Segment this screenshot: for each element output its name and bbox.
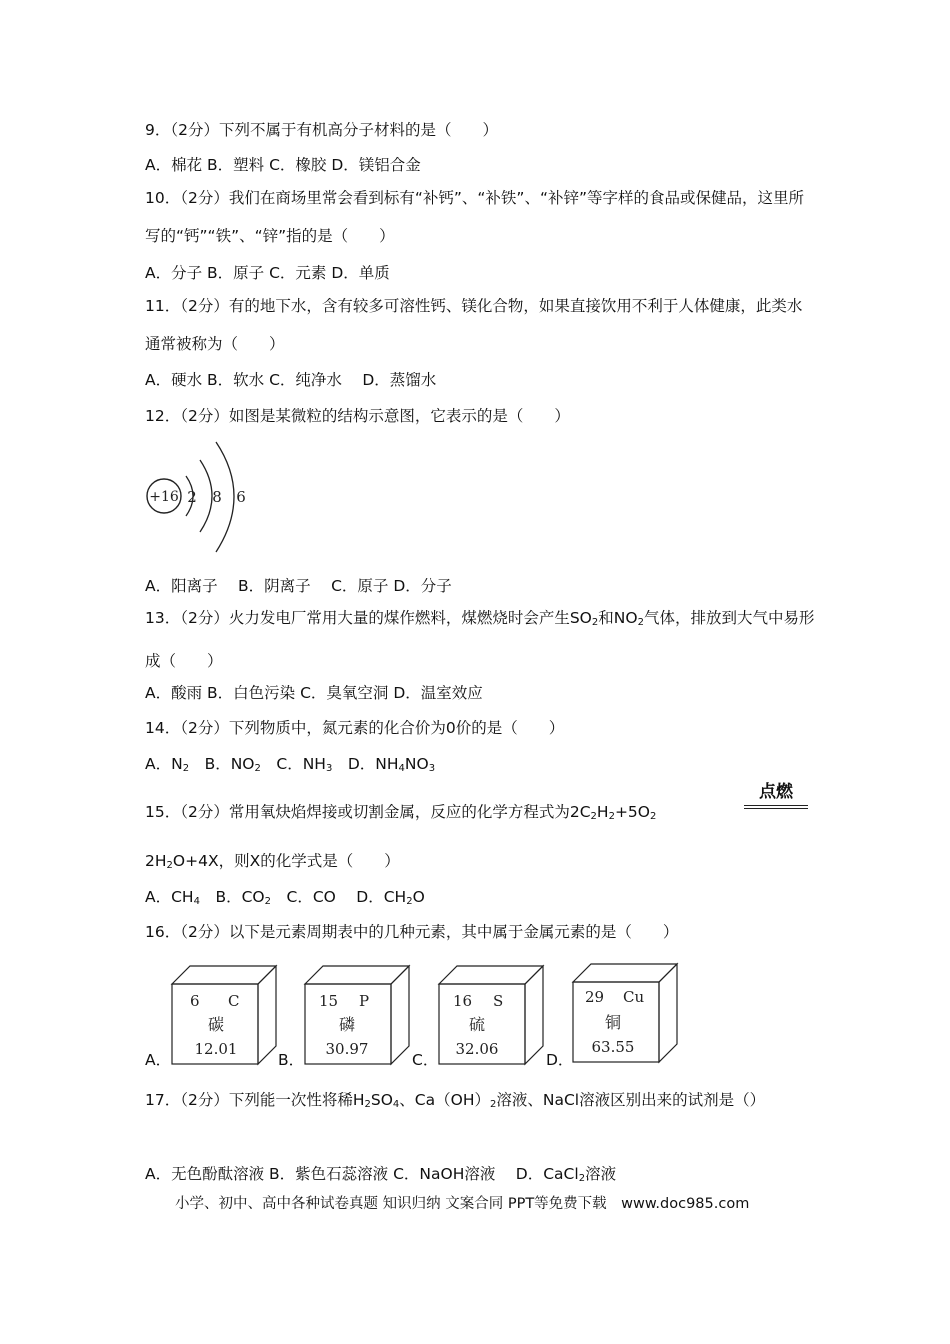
question-9-stem: 9．（2分）下列不属于有机高分子材料的是（ ） xyxy=(145,121,498,139)
question-10-options: A．分子 B．原子 C．元素 D．单质 xyxy=(145,264,390,282)
question-13-stem: 13．（2分）火力发电厂常用大量的煤作燃料，煤燃烧时会产生$SO_2$和$NO_2$气体，排放到大气中易形成（ ） xyxy=(145,609,815,670)
shell-1-electrons: 2 xyxy=(187,488,197,506)
svg-text:S: S xyxy=(493,992,504,1010)
question-11-stem: 11．（2分）有的地下水，含有较多可溶性钙、镁化合物，如果直接饮用不利于人体健康，此类水通常被称为（ ） xyxy=(145,297,803,353)
svg-text:6: 6 xyxy=(190,992,200,1010)
question-14-options: A．$N_2$ B．$NO_2$ C．$NH_3$ D．$NH_4NO_3$ xyxy=(145,755,436,774)
element-card-copper xyxy=(569,960,681,1066)
svg-text:碳: 碳 xyxy=(207,1015,225,1034)
option-d-label: D． xyxy=(546,1051,574,1069)
atom-structure-diagram xyxy=(140,438,260,558)
question-12-stem: 12．（2分）如图是某微粒的结构示意图，它表示的是（ ） xyxy=(145,407,570,425)
option-a-label: A． xyxy=(145,1051,172,1069)
shell-3-electrons: 6 xyxy=(236,488,246,506)
svg-text:30.97: 30.97 xyxy=(325,1040,369,1058)
reaction-condition: 点燃 xyxy=(744,782,808,809)
svg-text:P: P xyxy=(359,992,370,1010)
question-15-options: A．$CH_4$ B．$CO_2$ C．CO D．$CH_2O$ xyxy=(145,888,425,907)
question-17-stem: 17．（2分）下列能一次性将稀$H_2SO_4$、$Ca(OH)_2$溶液、NaCl溶液区别出来的试剂是（） xyxy=(145,1091,766,1110)
option-b-label: B． xyxy=(278,1051,305,1069)
element-card-carbon xyxy=(168,962,280,1068)
question-13-options: A．酸雨 B．白色污染 C．臭氧空洞 D．温室效应 xyxy=(145,684,483,702)
svg-text:硫: 硫 xyxy=(468,1015,486,1034)
element-card-phosphorus xyxy=(301,962,413,1068)
question-14-stem: 14．（2分）下列物质中，氮元素的化合价为0价的是（ ） xyxy=(145,719,565,737)
shell-2-electrons: 8 xyxy=(212,488,222,506)
question-16-stem: 16．（2分）以下是元素周期表中的几种元素，其中属于金属元素的是（ ） xyxy=(145,923,679,941)
svg-text:磷: 磷 xyxy=(338,1015,356,1034)
question-11-options: A．硬水 B．软水 C．纯净水 D．蒸馏水 xyxy=(145,371,437,389)
svg-text:29: 29 xyxy=(585,988,605,1006)
svg-text:32.06: 32.06 xyxy=(455,1040,499,1058)
question-9-options: A．棉花 B．塑料 C．橡胶 D．镁铝合金 xyxy=(145,156,421,174)
question-15-stem: 15．（2分）常用氧炔焰焊接或切割金属，反应的化学方程式为$2C_2H_2+5O_2$ xyxy=(145,803,657,822)
svg-text:63.55: 63.55 xyxy=(591,1038,635,1056)
question-10-stem: 10．（2分）我们在商场里常会看到标有“补钙”、“补铁”、“补锌”等字样的食品或保健品，这里所写的“钙”“铁”、“锌”指的是（ ） xyxy=(145,189,805,245)
svg-text:C: C xyxy=(228,992,240,1010)
svg-text:15: 15 xyxy=(319,992,339,1010)
svg-text:16: 16 xyxy=(453,992,473,1010)
option-c-label: C． xyxy=(412,1051,439,1069)
svg-text:Cu: Cu xyxy=(623,988,645,1006)
page-footer: 小学、初中、高中各种试卷真题 知识归纳 文案合同 PPT等免费下载 www.doc985.com xyxy=(175,1196,750,1212)
question-12-options: A．阳离子 B．阴离子 C．原子 D．分子 xyxy=(145,577,452,595)
question-15-stem-continued: $2H_2O+4X$，则X的化学式是（ ） xyxy=(145,852,400,871)
svg-text:铜: 铜 xyxy=(604,1013,622,1032)
svg-text:12.01: 12.01 xyxy=(194,1040,238,1058)
element-card-sulfur xyxy=(435,962,547,1068)
nucleus-charge: +16 xyxy=(149,489,179,505)
question-17-options: A．无色酚酞溶液 B．紫色石蕊溶液 C．NaOH溶液 D．CaCl$_2$溶液 xyxy=(145,1165,617,1184)
